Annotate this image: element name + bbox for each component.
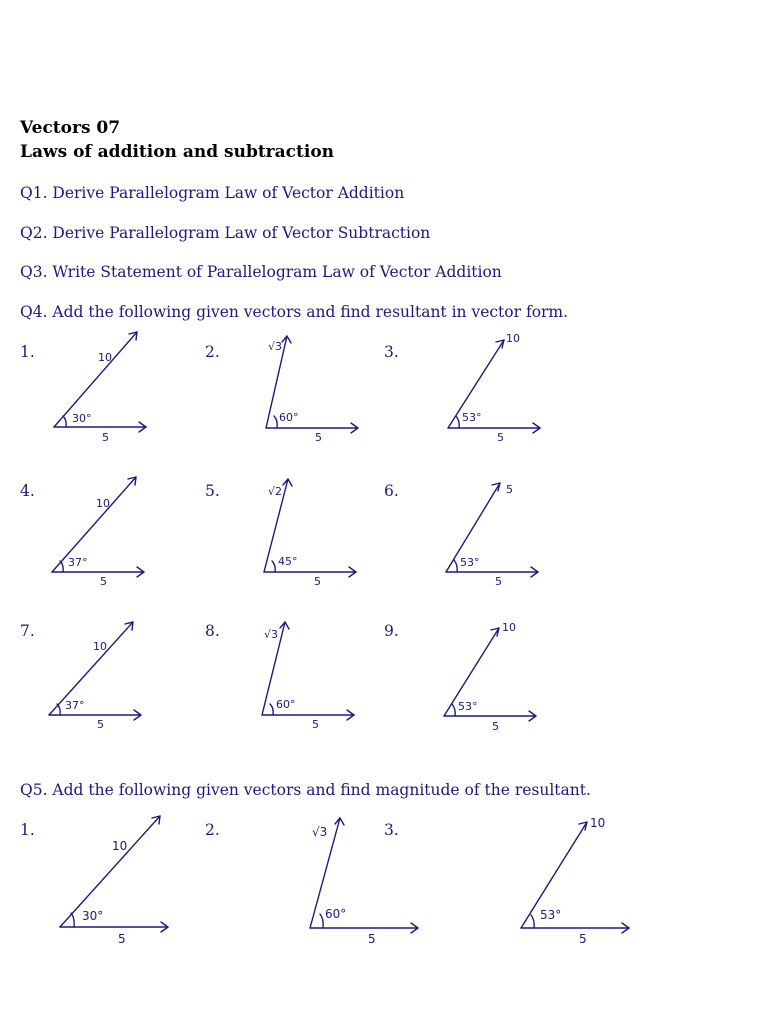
question-2: Q2. Derive Parallelogram Law of Vector Subtraction xyxy=(20,224,431,242)
q4-problem-6-number: 6. xyxy=(384,482,399,500)
q4-problem-8-vector-diagram xyxy=(258,618,368,733)
slanted-vector-label: 10 xyxy=(98,351,112,364)
base-vector-label: 5 xyxy=(118,932,126,946)
q4-problem-8-number: 8. xyxy=(205,622,220,640)
worksheet-subtitle: Laws of addition and subtraction xyxy=(20,142,335,162)
slanted-vector-label: √2 xyxy=(268,485,283,498)
base-vector-label: 5 xyxy=(100,575,107,588)
slanted-vector-label: √3 xyxy=(264,628,279,641)
base-vector-label: 5 xyxy=(315,431,322,444)
base-vector-label: 5 xyxy=(497,431,504,444)
angle-label: 37° xyxy=(68,556,88,569)
question-4: Q4. Add the following given vectors and find resultant in vector form. xyxy=(20,303,569,321)
slanted-vector-label: 10 xyxy=(502,621,516,634)
q4-problem-1-number: 1. xyxy=(20,343,35,361)
angle-label: 45° xyxy=(278,555,298,568)
q4-problem-1-vector-diagram xyxy=(50,328,160,448)
q4-problem-9-number: 9. xyxy=(384,622,399,640)
angle-label: 30° xyxy=(72,412,92,425)
base-vector-label: 5 xyxy=(495,575,502,588)
q4-problem-6-vector-diagram xyxy=(442,475,552,590)
angle-label: 53° xyxy=(540,908,562,922)
slanted-vector-label: 10 xyxy=(590,816,606,830)
base-vector-label: 5 xyxy=(492,720,499,733)
base-vector-label: 5 xyxy=(314,575,321,588)
angle-label: 60° xyxy=(325,907,347,921)
slanted-vector-label: 10 xyxy=(112,839,128,853)
q4-problem-2-number: 2. xyxy=(205,343,220,361)
q4-problem-5-number: 5. xyxy=(205,482,220,500)
q5-problem-1-number: 1. xyxy=(20,821,35,839)
angle-label: 53° xyxy=(460,556,480,569)
q5-problem-2-vector-diagram xyxy=(306,814,431,949)
angle-label: 53° xyxy=(462,411,482,424)
base-vector-label: 5 xyxy=(579,932,587,946)
base-vector-label: 5 xyxy=(368,932,376,946)
angle-label: 60° xyxy=(276,698,296,711)
angle-label: 60° xyxy=(279,411,299,424)
angle-label: 30° xyxy=(82,909,104,923)
slanted-vector-label: 10 xyxy=(96,497,110,510)
q5-problem-1-vector-diagram xyxy=(56,812,181,947)
slanted-vector-label: 5 xyxy=(506,483,513,496)
slanted-vector-label: √3 xyxy=(312,825,328,839)
base-vector-label: 5 xyxy=(97,718,104,731)
q5-problem-2-number: 2. xyxy=(205,821,220,839)
q4-problem-7-vector-diagram xyxy=(45,616,155,731)
slanted-vector-label: √3 xyxy=(268,340,283,353)
slanted-vector-label: 10 xyxy=(506,332,520,345)
q4-problem-2-vector-diagram xyxy=(262,332,372,447)
slanted-vector-label: 10 xyxy=(93,640,107,653)
base-vector-label: 5 xyxy=(312,718,319,731)
base-vector-label: 5 xyxy=(102,431,109,444)
q4-problem-5-vector-diagram xyxy=(260,475,370,590)
question-5: Q5. Add the following given vectors and find magnitude of the resultant. xyxy=(20,781,591,799)
q4-problem-4-number: 4. xyxy=(20,482,35,500)
worksheet-title: Vectors 07 xyxy=(20,118,121,138)
q4-problem-7-number: 7. xyxy=(20,622,35,640)
q5-problem-3-number: 3. xyxy=(384,821,399,839)
q4-problem-4-vector-diagram xyxy=(48,472,158,587)
q5-problem-3-vector-diagram xyxy=(517,814,642,949)
question-3: Q3. Write Statement of Parallelogram Law of Vector Addition xyxy=(20,263,502,281)
question-1: Q1. Derive Parallelogram Law of Vector Addition xyxy=(20,184,405,202)
q4-problem-9-vector-diagram xyxy=(440,620,550,735)
angle-label: 53° xyxy=(458,700,478,713)
q4-problem-3-vector-diagram xyxy=(444,332,554,447)
angle-label: 37° xyxy=(65,699,85,712)
q4-problem-3-number: 3. xyxy=(384,343,399,361)
